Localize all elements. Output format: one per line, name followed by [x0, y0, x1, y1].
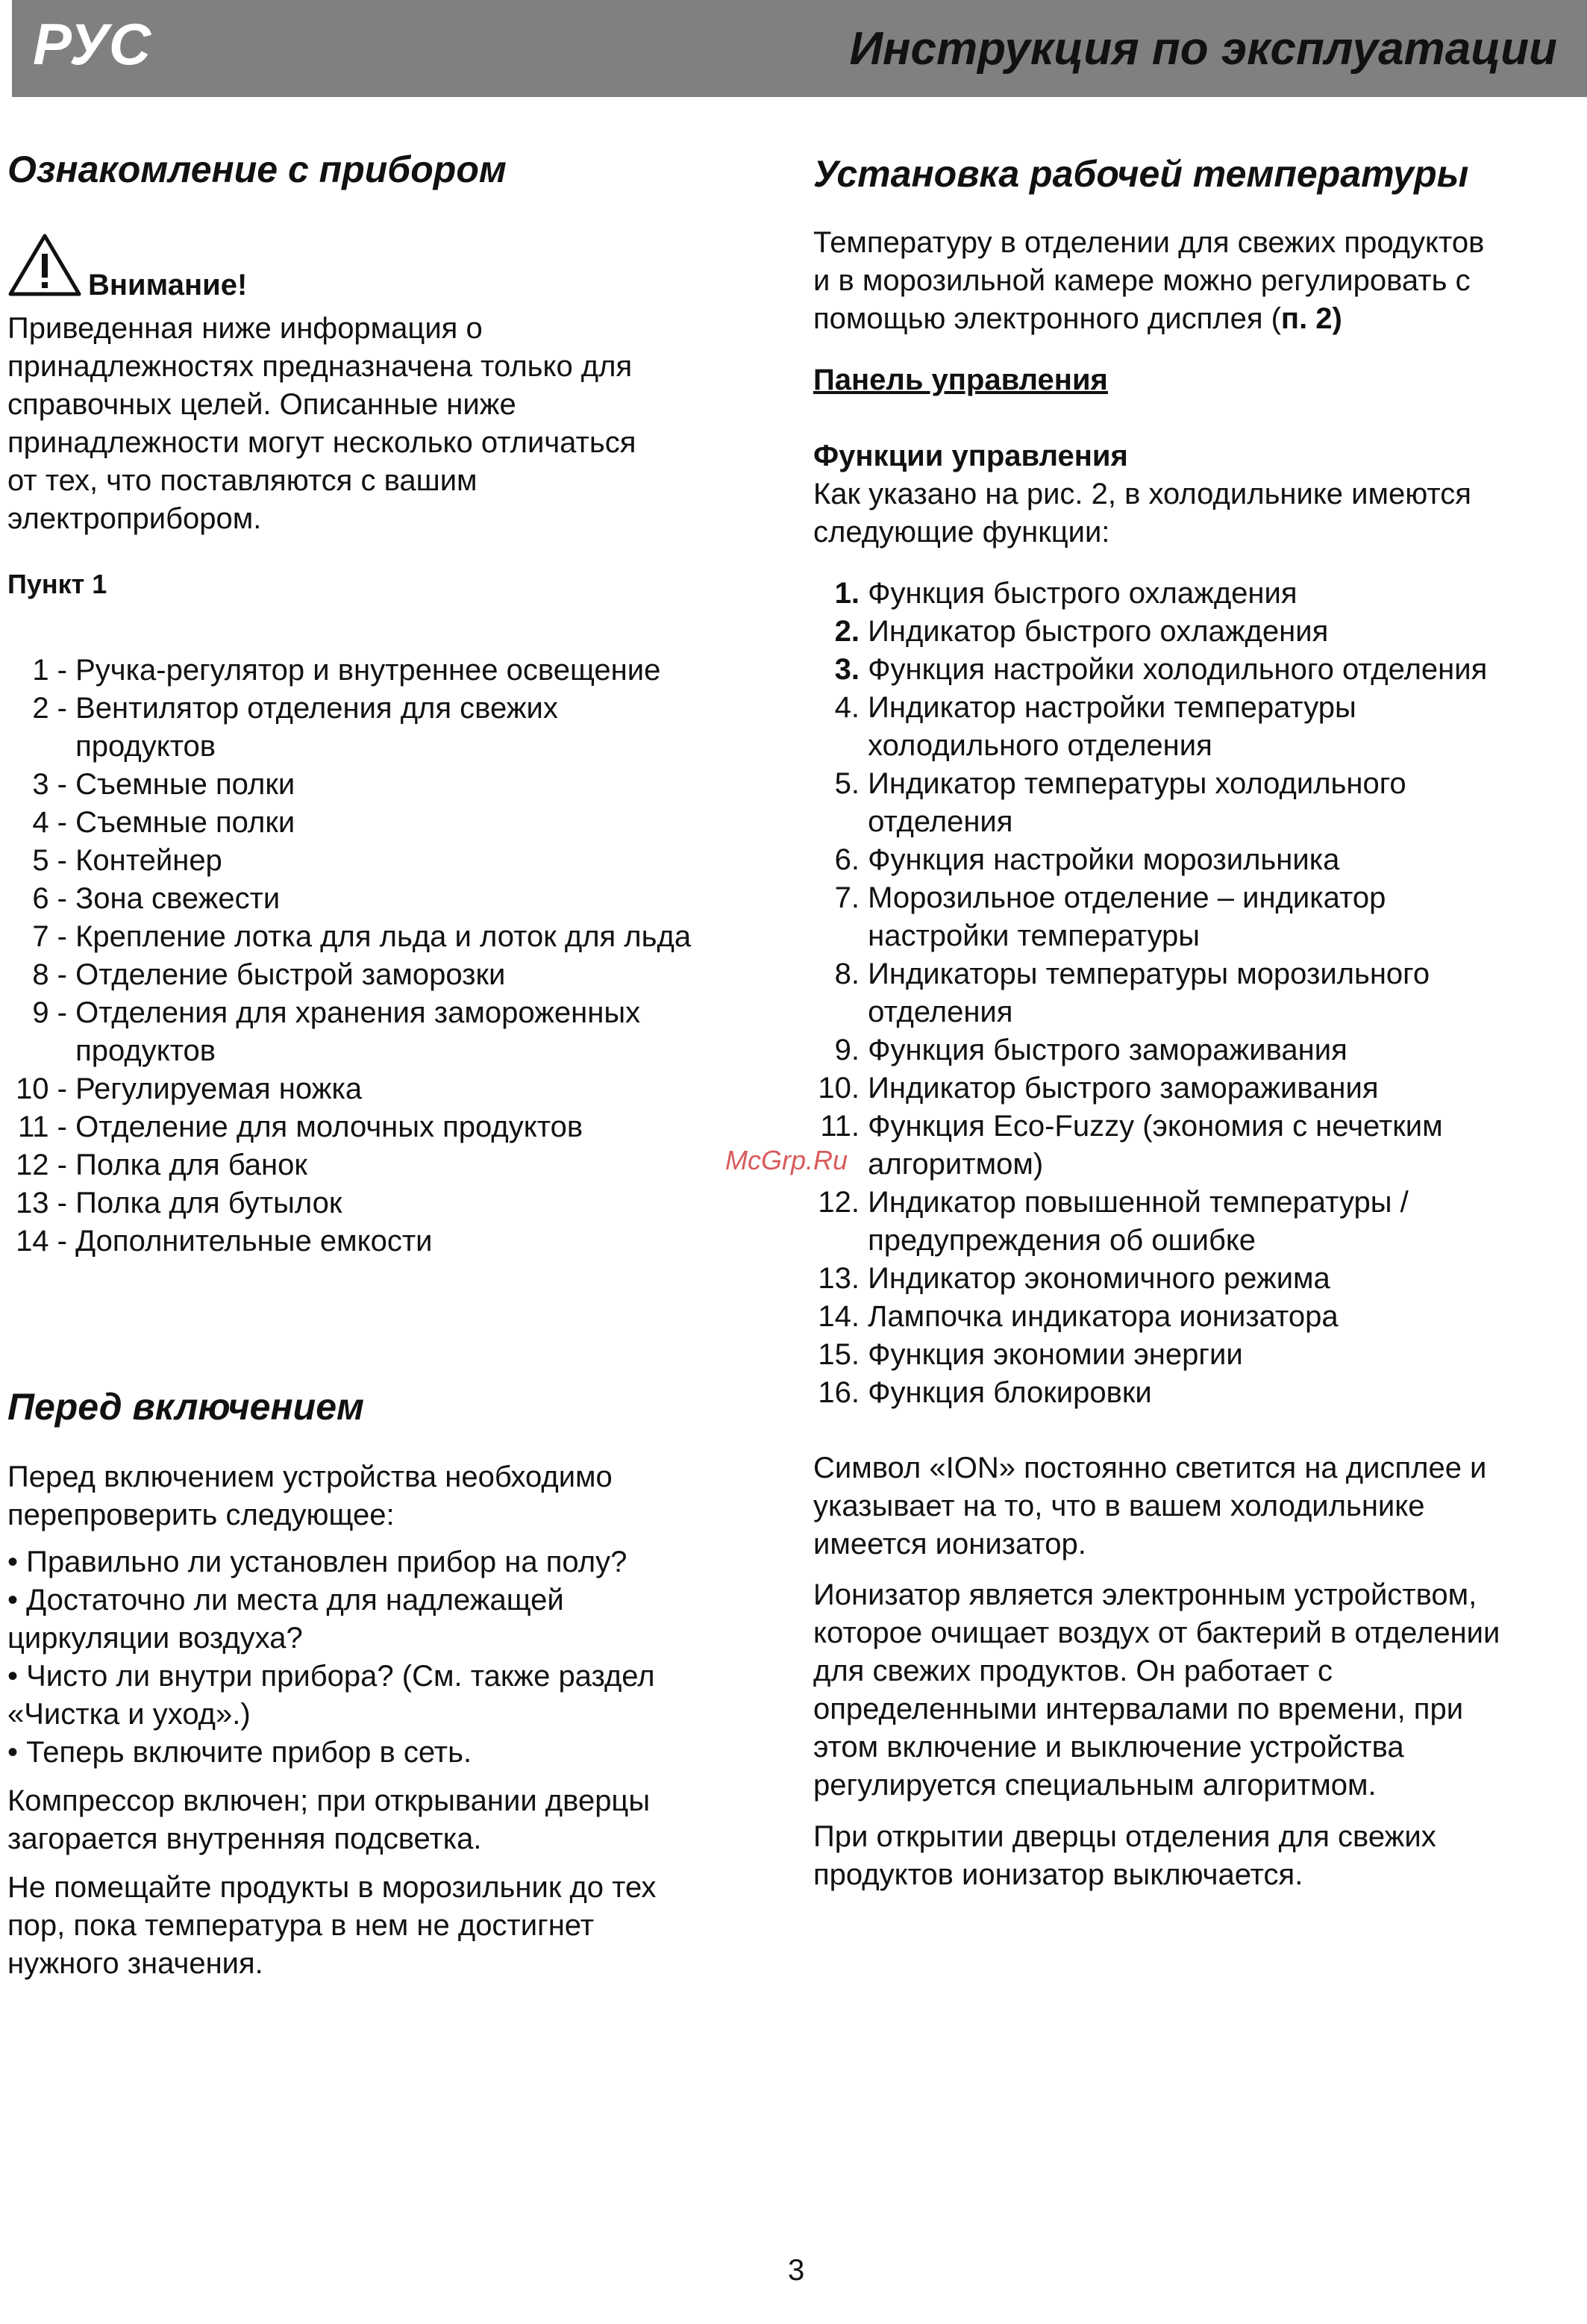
- list-item: продуктов: [75, 730, 216, 763]
- text-line: перепроверить следующее:: [7, 1499, 395, 1531]
- watermark: McGrp.Ru: [725, 1145, 848, 1175]
- list-item: 11. Функция Eco-Fuzzy (экономия с нечетким: [820, 1110, 1443, 1143]
- text-line: справочных целей. Описанные ниже: [7, 388, 516, 421]
- text-line: загорается внутренняя подсветка.: [7, 1822, 482, 1855]
- text-line: пор, пока температура в нем не достигнет: [7, 1909, 595, 1942]
- list-item: 6. Функция настройки морозильника: [834, 843, 1340, 876]
- list-item: 7. Морозильное отделение – индикатор: [834, 881, 1386, 914]
- list-item: 8 - Отделение быстрой заморозки: [32, 958, 506, 991]
- list-item: 9 - Отделения для хранения замороженных: [32, 996, 641, 1029]
- language-label: РУС: [33, 11, 151, 77]
- list-item: 2. Индикатор быстрого охлаждения: [834, 615, 1329, 648]
- list-item: 9. Функция быстрого замораживания: [834, 1034, 1347, 1066]
- list-item: 5 - Контейнер: [32, 844, 222, 877]
- list-item: 1. Функция быстрого охлаждения: [834, 577, 1298, 610]
- text-line: Ионизатор является электронным устройством,: [813, 1578, 1477, 1611]
- text-line: Компрессор включен; при открывании дверцы: [7, 1784, 651, 1817]
- text-line: помощью электронного дисплея (п. 2): [813, 302, 1342, 335]
- before-heading: Перед включением: [7, 1386, 365, 1428]
- text-line: следующие функции:: [813, 516, 1110, 549]
- list-item: отделения: [868, 805, 1013, 838]
- text-line: имеется ионизатор.: [813, 1528, 1086, 1561]
- list-item: 4. Индикатор настройки температуры: [834, 691, 1356, 724]
- list-item: 5. Индикатор температуры холодильного: [834, 767, 1406, 800]
- check-item: циркуляции воздуха?: [7, 1622, 303, 1655]
- text-line: для свежих продуктов. Он работает с: [813, 1655, 1333, 1687]
- text-line: При открытии дверцы отделения для свежих: [813, 1820, 1436, 1853]
- list-item: 13 - Полка для бутылок: [16, 1187, 342, 1219]
- list-item: 8. Индикаторы температуры морозильного: [834, 958, 1430, 990]
- list-item: 11 - Отделение для молочных продуктов: [18, 1111, 583, 1143]
- text-line: Символ «ION» постоянно светится на дисплее и: [813, 1452, 1487, 1484]
- list-item: 10. Индикатор быстрого замораживания: [818, 1072, 1379, 1105]
- text-line: регулируется специальным алгоритмом.: [813, 1769, 1377, 1802]
- warning-icon: [7, 231, 82, 299]
- document-title: Инструкция по эксплуатации: [849, 23, 1557, 75]
- list-item: продуктов: [75, 1034, 216, 1067]
- list-item: отделения: [868, 996, 1013, 1028]
- list-item: 14. Лампочка индикатора ионизатора: [818, 1300, 1339, 1333]
- check-item: • Правильно ли установлен прибор на полу?: [7, 1546, 627, 1578]
- list-item: 16. Функция блокировки: [818, 1376, 1152, 1409]
- text-line: Температуру в отделении для свежих продуктов: [813, 226, 1485, 259]
- temp-heading: Установка рабочей температуры: [813, 153, 1469, 195]
- text-line: Как указано на рис. 2, в холодильнике имеются: [813, 478, 1471, 510]
- text-line: Не помещайте продукты в морозильник до тех: [7, 1871, 657, 1904]
- check-item: • Теперь включите прибор в сеть.: [7, 1736, 472, 1769]
- text-line: нужного значения.: [7, 1947, 263, 1980]
- list-item: 13. Индикатор экономичного режима: [818, 1262, 1330, 1295]
- text-line: этом включение и выключение устройства: [813, 1731, 1404, 1764]
- text-line: определенными интервалами по времени, при: [813, 1693, 1464, 1725]
- check-item: «Чистка и уход».): [7, 1698, 251, 1731]
- list-item: предупреждения об ошибке: [868, 1224, 1256, 1257]
- text-line: электроприбором.: [7, 502, 262, 535]
- list-item: 7 - Крепление лотка для льда и лоток для льда: [32, 920, 692, 953]
- list-item: 2 - Вентилятор отделения для свежих: [32, 692, 558, 725]
- list-item: 1 - Ручка-регулятор и внутреннее освещение: [32, 654, 661, 687]
- list-item: 12. Индикатор повышенной температуры /: [818, 1186, 1409, 1219]
- list-item: холодильного отделения: [868, 729, 1212, 762]
- figure-ref: п. 2): [1280, 302, 1342, 335]
- text-line: которое очищает воздух от бактерий в отделении: [813, 1617, 1500, 1649]
- page-number: 3: [788, 2254, 805, 2287]
- list-item: 3. Функция настройки холодильного отделения: [834, 653, 1488, 686]
- check-item: • Чисто ли внутри прибора? (См. также раздел: [7, 1660, 655, 1693]
- text-line: указывает на то, что в вашем холодильнике: [813, 1490, 1425, 1522]
- text-line: Перед включением устройства необходимо: [7, 1461, 613, 1493]
- list-item: настройки температуры: [868, 919, 1201, 952]
- list-item: 12 - Полка для банок: [16, 1149, 307, 1181]
- warning-label: Внимание!: [88, 269, 248, 302]
- text-line: принадлежности могут несколько отличаться: [7, 426, 636, 459]
- list-item: 10 - Регулируемая ножка: [16, 1072, 363, 1105]
- header-bar: [12, 0, 1587, 97]
- list-item: 3 - Съемные полки: [32, 768, 295, 801]
- text-line: продуктов ионизатор выключается.: [813, 1858, 1303, 1891]
- section-label: Пункт 1: [7, 569, 107, 599]
- list-item: 14 - Дополнительные емкости: [16, 1225, 433, 1258]
- panel-heading: Панель управления: [813, 363, 1108, 396]
- functions-heading: Функции управления: [813, 440, 1128, 472]
- text-line: от тех, что поставляются с вашим: [7, 464, 478, 497]
- list-item: 4 - Съемные полки: [32, 806, 295, 839]
- list-item: 15. Функция экономии энергии: [818, 1338, 1243, 1371]
- text-line: принадлежностях предназначена только для: [7, 350, 633, 383]
- check-item: • Достаточно ли места для надлежащей: [7, 1584, 564, 1617]
- intro-heading: Ознакомление с прибором: [7, 149, 507, 190]
- text-line: и в морозильной камере можно регулировать с: [813, 264, 1471, 297]
- list-item: алгоритмом): [868, 1148, 1044, 1181]
- text-line: Приведенная ниже информация о: [7, 312, 483, 345]
- list-item: 6 - Зона свежести: [32, 882, 281, 915]
